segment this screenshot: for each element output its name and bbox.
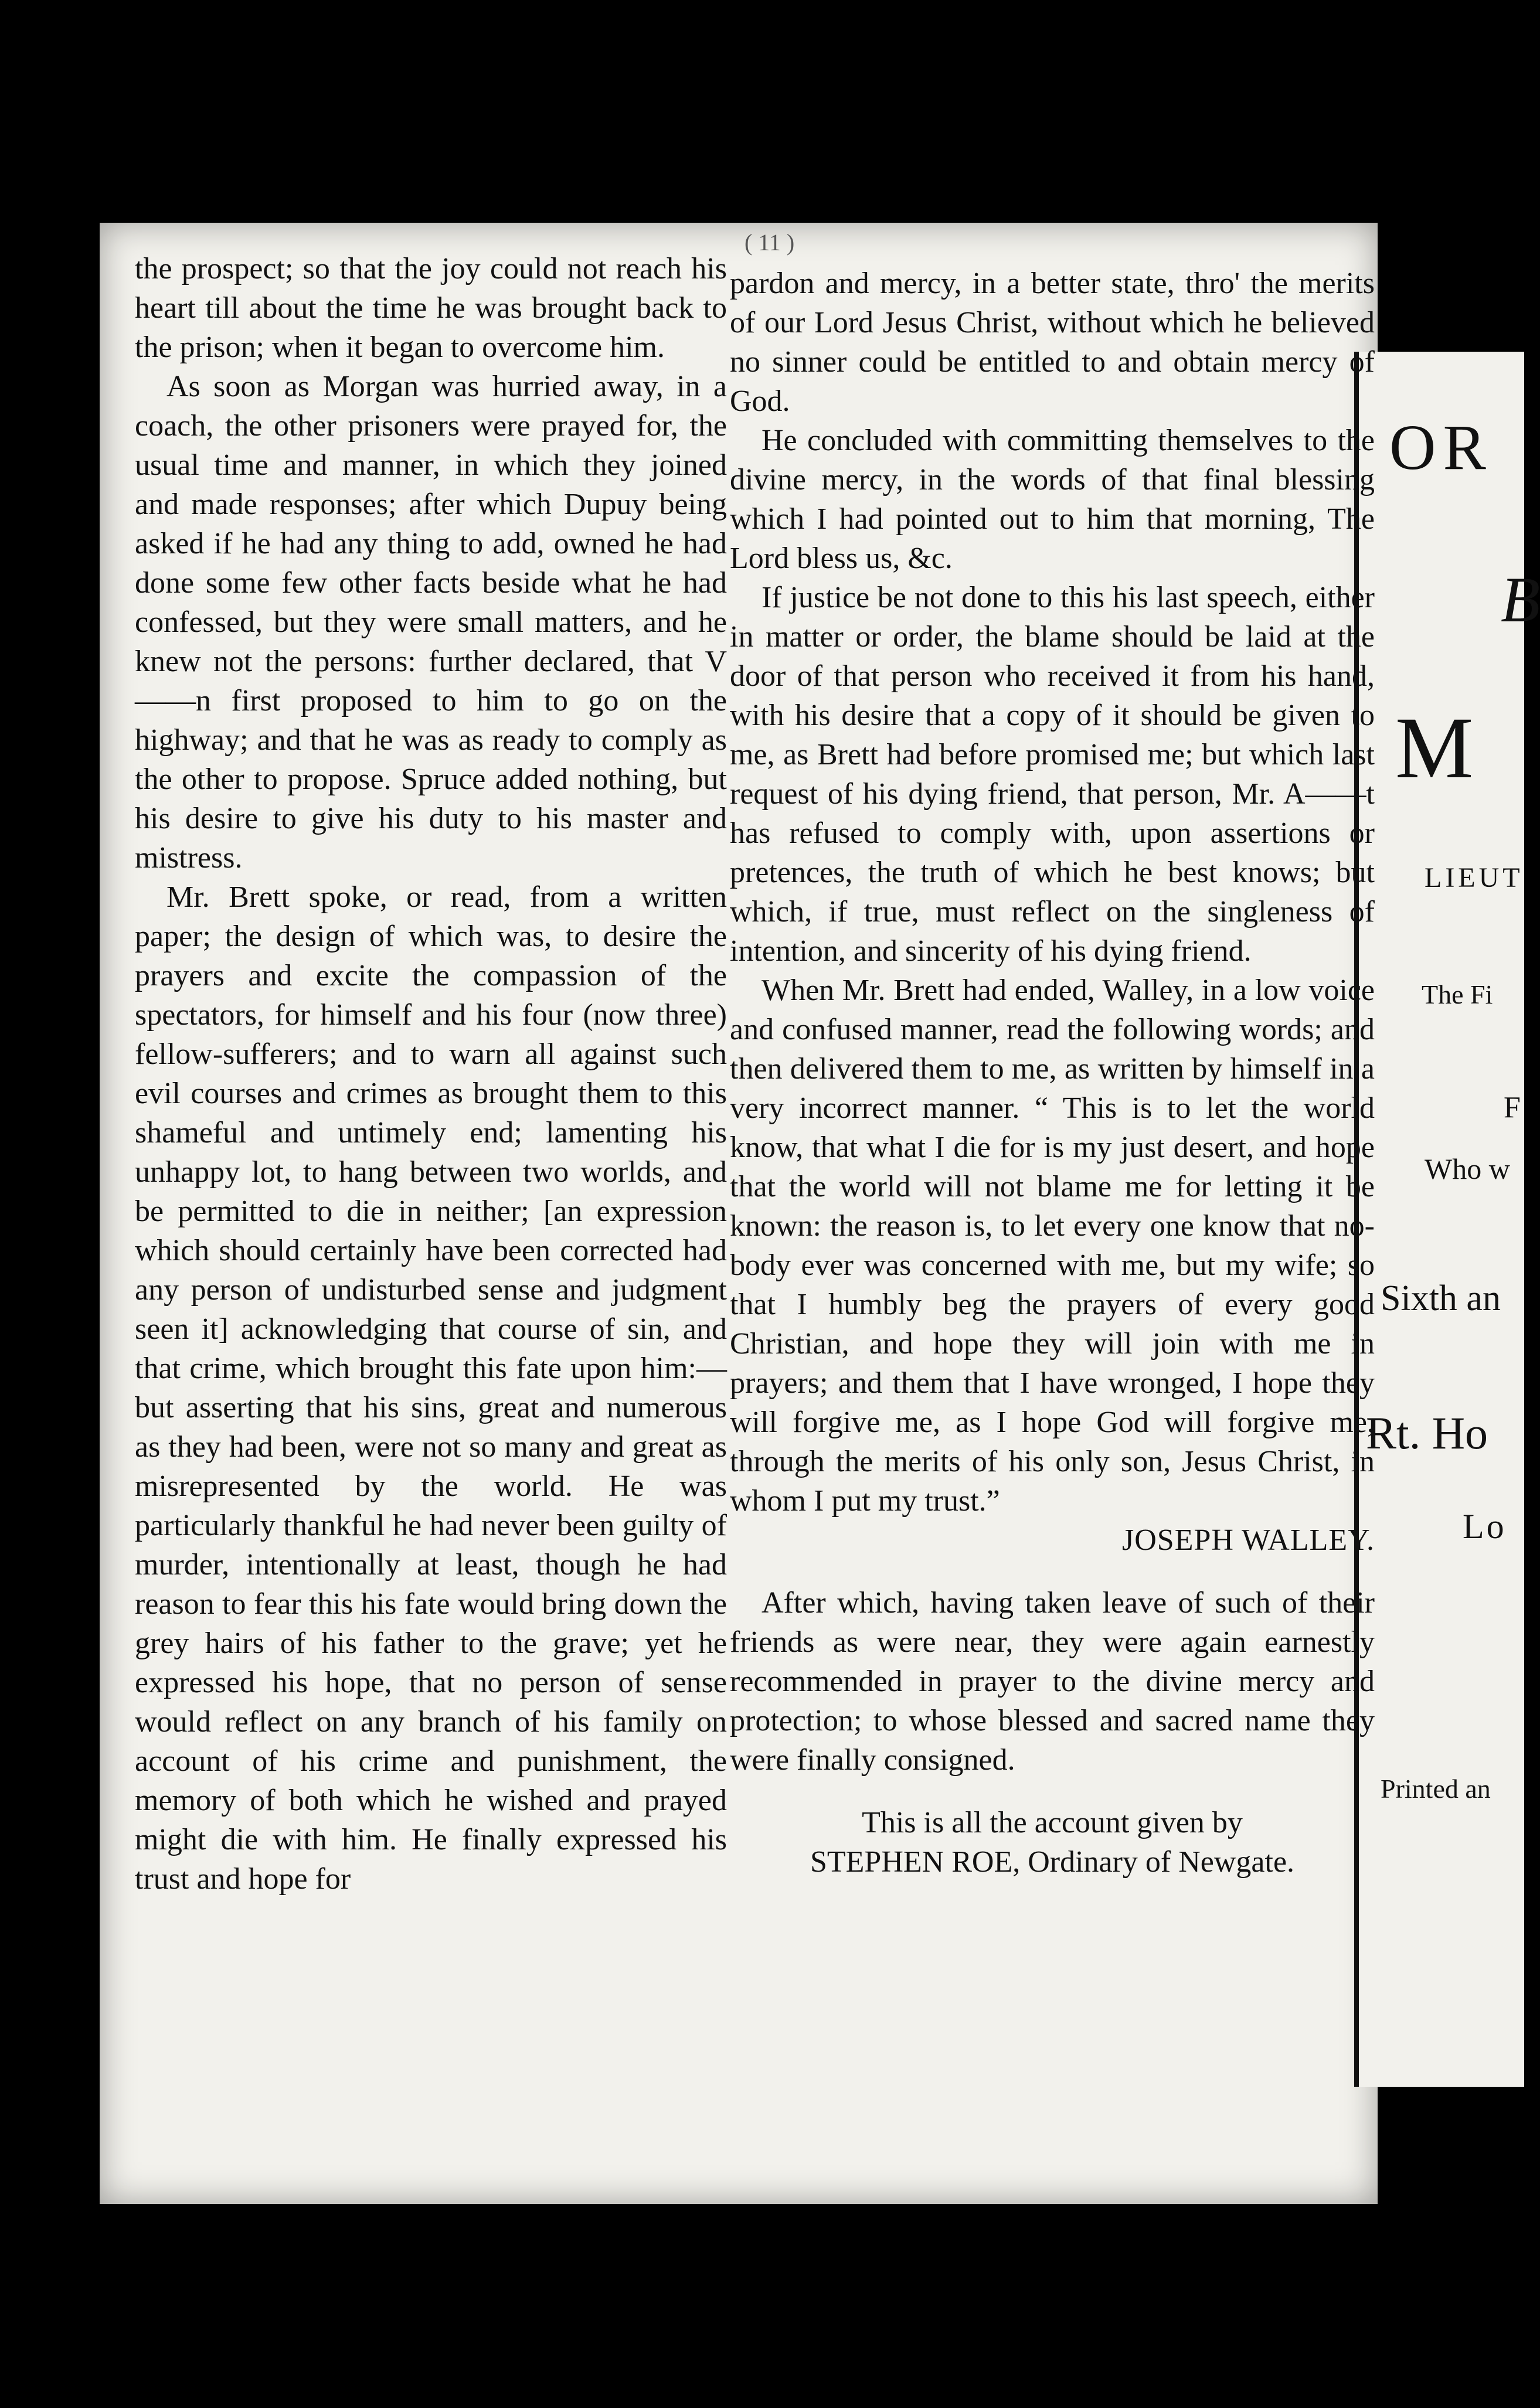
page-folio: ( 11 ) xyxy=(744,229,795,256)
closing-line: This is all the account given by xyxy=(862,1806,1243,1839)
paragraph: He concluded with committing themselves to the divine mercy, in the words of that final blessing which I had pointed out to him that morning, The Lord bless us, &c. xyxy=(730,424,1375,575)
facing-line: M xyxy=(1395,699,1474,797)
paragraph: Mr. Brett spoke, or read, from a written paper; the design of which was, to desire the prayers and excite the compassion of the spectators, for himself and his four (now three) fellow-sufferers; and to warn all against such evil courses and crimes as brought them to this shameful and untimely end; lamenting his unhappy lot, to hang between two worlds, and be permitted to die in neither; [an expression which should certainly have been corrected had any person of undisturbed sense and judgment seen it] acknowledging that course of sin, and that crime, which brought this fate upon him:—but asserting that his sins, great and numerous as they had been, were not so many and great as misrepresented by the world. He was particularly thankful he had never been guilty of murder, intentionally at least, though he had reason to fear this his fate would bring down the grey hairs of his father to the grave; yet he expressed his hope, that no person of sense would reflect on any branch of his family on account of his crime and punishment, the memory of both which he wished and prayed might die with him. He finally expressed his trust and hope for xyxy=(135,880,727,1896)
paragraph: the prospect; so that the joy could not reach his heart till about the time he was brought back to the prison; when it began to overcome him. xyxy=(135,252,727,364)
closing-attribution: STEPHEN ROE, Ordinary of Newgate. xyxy=(810,1845,1295,1879)
paragraph: When Mr. Brett had ended, Walley, in a low voice and confused manner, read the following words; and then delivered them to me, as written by himself in a very incorrect manner. “ This is to let the world know, that what I die for is my just desert, and hope that the world will not blame me for letting it be known: the reason is, to let every one know that no-body ever was concerned with me, but my wife; so that I humbly beg the prayers of every good Christian, and hope they will join with me in prayers; and them that I have wronged, I hope they will forgive me, as I hope God will forgive me, through the merits of his only son, Jesus Christ, in whom I put my trust.” xyxy=(730,974,1375,1518)
facing-line: Printed an xyxy=(1381,1774,1491,1804)
facing-page xyxy=(1354,352,1524,2087)
facing-line: Rt. Ho xyxy=(1366,1407,1488,1458)
facing-line: F xyxy=(1504,1091,1521,1124)
facing-line: Who w xyxy=(1425,1152,1510,1185)
facing-line: LIEUT xyxy=(1425,862,1524,893)
facing-line: B xyxy=(1501,564,1540,635)
facing-line: The Fi xyxy=(1422,979,1493,1009)
signature: JOSEPH WALLEY. xyxy=(1121,1523,1375,1557)
right-column xyxy=(730,264,1375,1882)
left-column xyxy=(135,249,727,1899)
paragraph: If justice be not done to this his last speech, either in matter or order, the blame should be laid at the door of that person who received it from his hand, with his desire that a copy of it should be given to me, as Brett had before promised me; but which last request of his dying friend, that person, Mr. A——t has refused to comply with, upon assertions or pretences, the truth of which he best knows; but which, if true, must reflect on the singleness of intention, and sincerity of his dying friend. xyxy=(730,581,1375,968)
paragraph: As soon as Morgan was hurried away, in a coach, the other prisoners were prayed for, the usual time and manner, in which they joined and made responses; after which Dupuy being asked if he had any thing to add, owned he had done some few other facts beside what he had confessed, but they were small matters, and he knew not the persons: further declared, that V——n first proposed to him to go on the highway; and that he was as ready to comply as the other to propose. Spruce added nothing, but his desire to give his duty to his master and mistress. xyxy=(135,370,727,875)
paragraph: After which, having taken leave of such of their friends as were near, they were again earnestly recommended in prayer to the divine mercy and protection; to whose blessed and sacred name they were finally consigned. xyxy=(730,1586,1375,1777)
facing-line: Sixth an xyxy=(1381,1278,1501,1318)
facing-line: Lo xyxy=(1463,1507,1507,1546)
facing-line: OR xyxy=(1389,411,1493,483)
paragraph: pardon and mercy, in a better state, thro' the merits of our Lord Jesus Christ, without which he believed no sinner could be entitled to and obtain mercy of God. xyxy=(730,267,1375,418)
